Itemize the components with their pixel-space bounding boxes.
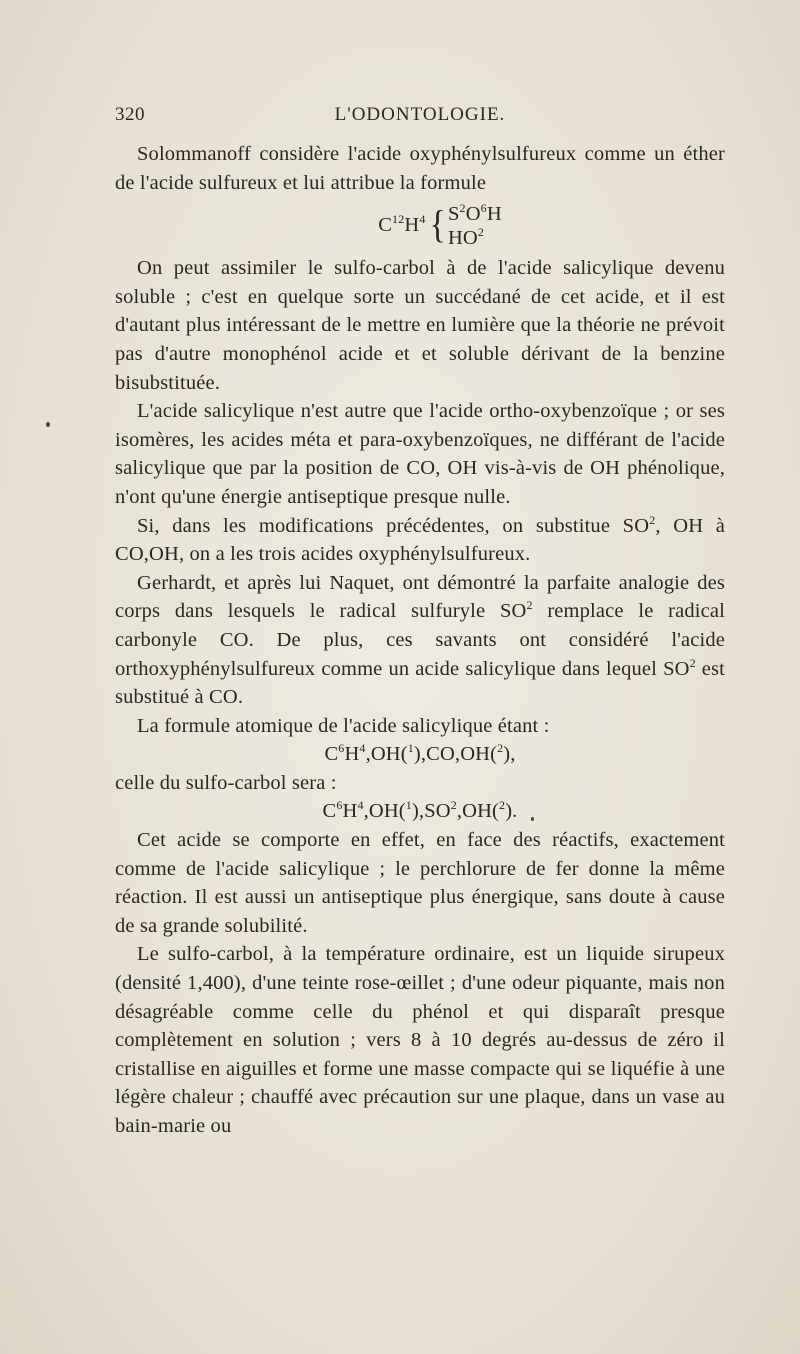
paragraph: Gerhardt, et après lui Naquet, ont démontré la parfaite analogie des corps dans lesquels le radical sulfuryle $SO^2$ remplace le radical carbonyle CO. De plus, ces savants ont considéré l'acide orthoxyphénylsulfureux comme un acide salicylique dans lequel $SO^2$ est substitué à CO. (115, 571, 725, 709)
curly-brace: { (429, 203, 446, 247)
paragraph: On peut assimiler le sulfo-carbol à de l'acide salicylique devenu soluble ; c'est en quelque sorte un succédané de cet acide, et il est d'autant plus intéressant de le mettre en lumière que la théorie ne prévoit pas d'autre monophénol acide et et soluble dérivant de la benzine bisubstituée. (115, 257, 725, 394)
formula-bottom-term: $HO^2$ (447, 224, 485, 249)
running-title: L'ODONTOLOGIE. (334, 104, 506, 125)
formula-left-term: $C^{12}H^4$ (378, 212, 426, 237)
body-text (115, 140, 725, 1141)
formula-sulfo-carbol: $C^6H^4,OH(^1),SO^2,OH(^2)$. (322, 798, 518, 823)
formula-salicylique: $C^6H^4,OH(^1),CO,OH(^2)$, (324, 741, 516, 766)
paragraph: Solommanoff considère l'acide oxyphénylsulfureux comme un éther de l'acide sulfureux et lui attribue la formule (115, 143, 725, 194)
bracketed-formula (378, 197, 502, 254)
paragraph: L'acide salicylique n'est autre que l'acide ortho-oxybenzoïque ; or ses isomères, les acides méta et para-oxybenzoïques, ne différant de l'acide salicylique que par la position de CO, OH vis-à-vis de OH phénolique, n'ont qu'une énergie antiseptique presque nulle. (115, 400, 725, 508)
paragraph: La formule atomique de l'acide salicylique étant : (137, 714, 550, 737)
page-header (115, 104, 725, 134)
paragraph: Le sulfo-carbol, à la température ordinaire, est un liquide sirupeux (densité 1,400), d'une teinte rose-œillet ; d'une odeur piquante, mais non désagréable comme celle du phénol et qui disparaît presque complètement en solution ; vers 8 à 10 degrés au-dessus de zéro il cristallise en aiguilles et forme une masse compacte qui se liquéfie à une légère chaleur ; chauffé avec précaution sur une plaque, dans un vase au bain-marie ou (115, 943, 725, 1137)
paragraph: Si, dans les modifications précédentes, on substitue $SO^2$, OH à CO,OH, on a les trois acides oxyphénylsulfureux. (115, 512, 725, 566)
ink-speck (46, 422, 50, 427)
paragraph: Cet acide se comporte en effet, en face des réactifs, exactement comme de l'acide salicylique ; le perchlorure de fer donne la même réaction. Il est aussi un antiseptique plus énergique, sans doute à cause de sa grande solubilité. (115, 829, 725, 937)
formula-right-terms (448, 202, 502, 250)
formula-oxyphenylsulfureux (115, 197, 725, 254)
formula-top-term: $S^2O^6H$ (447, 200, 502, 225)
ink-speck (531, 817, 534, 821)
paragraph: celle du sulfo-carbol sera : (115, 771, 337, 794)
page-number: 320 (115, 104, 145, 125)
